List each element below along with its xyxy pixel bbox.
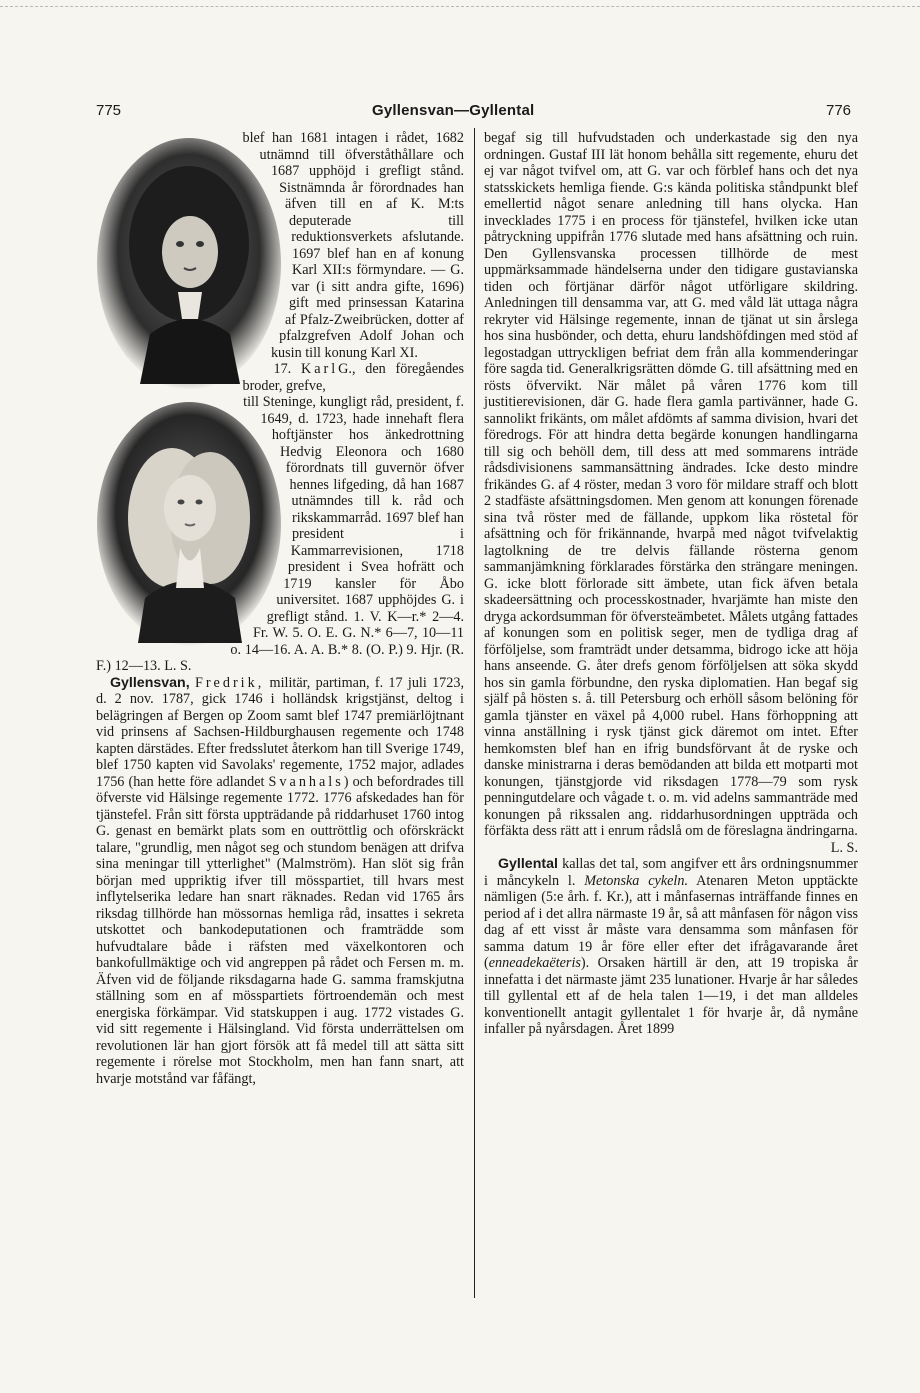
page-header xyxy=(0,102,920,124)
entry-gyllensvan-text: militär, partiman, f. 17 juli 1723, d. 2 nov. 1787, gick 1746 i holländsk krigstjänst, deltog i belägringen af Bergen op Zoom samt blef 1747 premiärlöjtnant vid prinsens af Sachsen-Hildburghausen regemente och 1748 kapten därstädes. Efter fredsslutet återkom han till Sverige 1749, blef 1750 kapten vid Savolaks' regemente, 1752 major, adlades 1756 (han hette före adlandet xyxy=(96,674,465,790)
page-number-right: 776 xyxy=(826,102,852,119)
cross-reference: Metonska cykeln. xyxy=(584,872,689,889)
term-italic: enneadekaëteris xyxy=(488,955,581,971)
entry-gyllental xyxy=(484,856,858,1038)
entry-signature: L. S. xyxy=(830,839,858,856)
paragraph-continued: blef han 1681 intagen i rådet, 1682 utnämnd till öfverståthållare och 1687 upphöjd i grefligt stånd. Sistnämnda år förordnades han äfven till en af K. M:ts deputerade till reduktionsverkets afslutande. 1697 blef han en af konung Karl XII:s förmyndare. — G. var (i sitt andra gifte, 1696) gift med prinsessan Katarina af Pfalz-Zweibrücken, dotter af pfalzgrefven Adolf Johan och kusin till konung Karl XI. xyxy=(242,130,464,361)
entry-gyllensvan-continued xyxy=(484,130,858,856)
page-top-rule xyxy=(0,6,920,7)
left-column xyxy=(96,130,464,1310)
entry-gyllental-text-3: ). Orsaken härtill är den, att 19 tropiska år innefatta i det närmaste jämt 235 lunationer. Hvarje år har således till gyllental ett af de hela talen 1—19, i det man alldeles konventionellt antagit gyllentalet 1 för hvarje år, då nymåne infaller på nyårsdagen. Året 1899 xyxy=(484,955,858,1037)
running-title: Gyllensvan—Gyllental xyxy=(372,102,535,119)
entry-person-name: Karl xyxy=(300,361,339,377)
entry-former-name: Svanhals xyxy=(268,773,344,790)
entry-karl-text-start: G., den föregåendes broder, grefve, xyxy=(242,361,464,394)
entry-gyllental-text-2: Atenaren Meton upptäckte nämligen (5:e årh. f. Kr.), att i månfasernas inträffande finnes en period af i det allra närmaste 19 år, så att månfasen för någon viss dag af ett visst år måste vara densamma som månfasen för samma datum 19 år före eller efter det ifrågavarande året ( xyxy=(484,872,858,971)
right-column xyxy=(484,130,858,1310)
portrait-engraving-1 xyxy=(90,134,288,394)
entry-signature: L. S. xyxy=(164,658,192,674)
entry-gyllental-text: kallas det tal, som angifver ett års ordningsnummer i måncykeln l. xyxy=(484,856,858,889)
headword-gyllental: Gyllental xyxy=(498,856,558,872)
portrait-engraving-2 xyxy=(90,398,288,650)
entry-karl-text: till Steninge, kungligt råd, president, f. 1649, d. 1723, hade innehaft flera hoftjänster hos änkedrottning Hedvig Eleonora och 1680 förordnats till guvernör öfver hennes lifgeding, då han 1687 utnämndes till k. råd och rikskammarråd. 1697 blef han president i Kammarrevisionen, 1718 president i Svea hofrätt och 1719 kansler för Åbo universitet. 1687 upphöjdes G. i grefligt stånd. 1. V. K—r.* 2—4. Fr. W. 5. O. E. G. N.* 6—7, 10—11 o. 14—16. A. A. B.* 8. (O. P.) 9. Hjr. (R. F.) 12—13. xyxy=(96,394,464,674)
entry-gyllensvan-text-2: ) och befordrades till öfverste vid Hälsinge regemente 1772. 1776 afskedades han för tjänstefel. Från sitt första uppträdande på riddarhuset 1760 intog G. genast en bemärkt plats som en outtröttlig och oförskräckt talare, "grundlig, men något seg och stundom benägen att drifva sina meningar till ytterlighet" (Malmström). Han slöt sig från början med uppriktig ifver till mösspartiet, till hvars mest inflytelserika ledare han snart räknades. Redan vid 1765 års riksdag tillhörde han mössornas hemliga råd, insattes i sekreta utskottet och bankodeputationen och framträdde som hufvudtalare både i räfsten med växelkontoren och bankofullmäktige och vid angreppen på rådet och Fersen m. m. Äfven vid de följande riksdagarna hade G. samma framskjutna ställning som en af mösspartiets förtroendemän och mest energiska förkämpar. Vid statskuppen i aug. 1772 vistades G. vid sitt regemente i Hälsingland. Vid första underrättelsen om revolutionen lär han gjort försök att få medel till att sätta sitt regemente i rörelse mot Stockholm, men han fann snart, att hvarje motstånd var fåfängt, xyxy=(96,773,464,1087)
page-number-left: 775 xyxy=(96,102,122,119)
entry-number: 17. xyxy=(273,361,292,377)
headword-gyllensvan: Gyllensvan, xyxy=(110,674,190,691)
entry-gyllensvan-text-3: begaf sig till hufvudstaden och underkastade sig den nya ordningen. Gustaf III lät honom behålla sitt regemente, ehuru det ej var något tvifvel om, att G. var och förblef hans och det nya statsskickets hemliga fiende. G:s kända politiska ståndpunkt blef emellertid något senare anledning till hans olycka. Han invecklades 1775 i en process för tjänstefel, hvilken icke utan påtryckning uppifrån 1776 slutade med hans afsättning och ruin. Den Gyllensvanska processen tillhörde de mest uppmärksammade händelserna under den tidigare gustavianska tiden och förtjänar därför något utförligare skildring. Anledningen till densamma var, att G. med våld lät uttaga några rekryter vid Hälsinge regemente, innan de tjänat ut sin årslega hos sina husbönder, och detta, ehuru landshöfdingen med stöd af legostadgan uttryckligen befriat dem från alla kommenderingar före sagda tid. Generalkrigsrätten dömde G. till afsättning med en rösts öfvervikt. När målet på våren 1776 kom till justitierevisionen, där G. hade flera gamla partivänner, hade G. sannolikt frikänts, om målet afdömts af samma division, hvari det föredrogs. För att hindra detta begärde konungen handlingarna till sig och behöll dem, till dess att med sommarens inträde rådsdivisionens sammansättning ändrades. Icke desto mindre frikändes G. af 4 röster, medan 3 voro för mildare straff och blott 2 stadfäste afsättningsdomen. Men genom att konungen förenade sina två röster med de fällande, uppkom lika röstetal för afsättning och för frikännande, hvarpå med något tvifvelaktig lagtolkning de tre delvis fällande rösterna genom sammanjämkning förklarades förstärka den strängare meningen. G. icke blott förlorade sitt ämbete, utan fick äfven betala skadeersättning och processkostnader, hvarjämte han miste den dryga ackordsumman för öfversteämbetet. Målets utgång fattades af konungen som en politisk seger, men de tydliga drag af förföljelse, som framträdt under detsamma, bidrogo icke att höja hans anseende. G. åter drefs genom förföljelsen att söka skydd hos sin gamla förbundne, den ryska diplomatien. Han begaf sig själf på hösten s. å. till Petersburg och erhöll såsom belöning för gamla tjänster en växel på 4,000 rubel. Hans förhoppning att vinna anställning i rysk tjänst gick däremot om intet. Efter hemkomsten blef han en ifrig bundsförvant åt de ryske och danske ministrarna i deras bemödanden att bilda ett motparti mot konungen, tjänstgjorde vid riksdagen 1778—79 som rysk penningutdelare och vågade t. o. m. vid adelns sammanträde med konungen på rikssalen ang. riddarhusordningen uppträda och förfäkta dess rätt att i enrum rådslå om de föreslagna ändringarna. xyxy=(484,130,858,839)
column-divider xyxy=(474,128,475,1298)
entry-person-name: Fredrik, xyxy=(194,674,265,691)
entry-gyllensvan xyxy=(96,675,464,1088)
